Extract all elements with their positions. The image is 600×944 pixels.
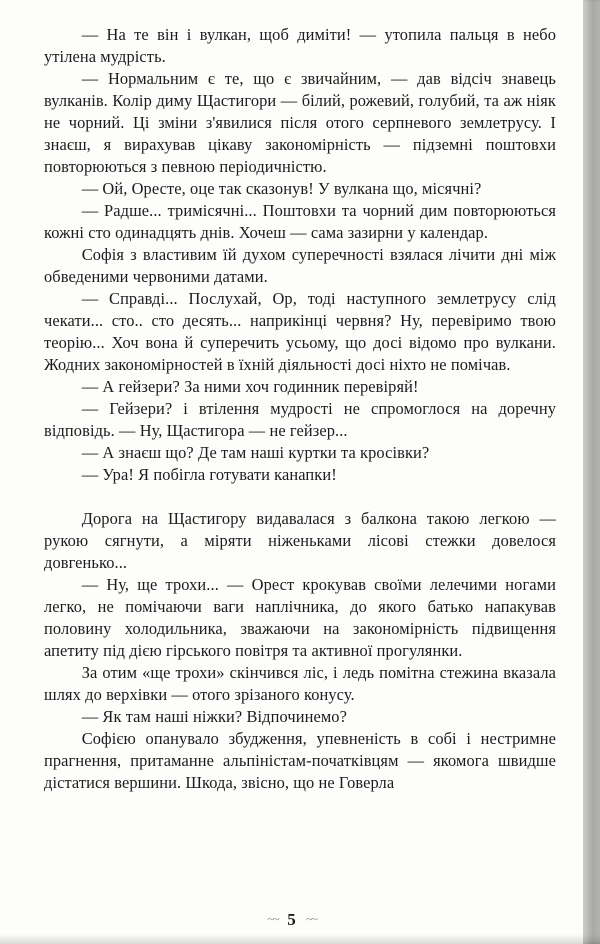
- paragraph: — Ну, ще трохи... — Орест крокував своїми лелечими ногами легко, не помічаючи ваги наплічника, до якого батько напакував половину холодильника, зважаючи на закономірність підвищення апетиту під дією гірського повітря та активної прогулянки.: [44, 575, 556, 660]
- paragraph: — А знаєш що? Де там наші куртки та кросівки?: [81, 443, 430, 462]
- paragraph: Дорога на Щастигору видавалася з балкона такою легкою — рукою сягнути, а міряти ніженьками лісові стежки довелося довгенько...: [44, 509, 556, 572]
- paragraph: — Нормальним є те, що є звичайним, — дав відсіч знавець вулканів. Колір диму Щастигори — білий, рожевий, голубий, та аж ніяк не чорний. Ці зміни з'явилися після отого серпневого землетрусу. І знаєш, я вирахував цікаву закономірність — підземні поштовхи повторюються з певною періодичністю.: [44, 69, 556, 176]
- paragraph: Софія з властивим їй духом суперечності взялася лічити дні між обведеними червоними датами.: [44, 245, 556, 286]
- paragraph: — Ой, Оресте, оце так сказонув! У вулкана що, місячні?: [81, 179, 482, 198]
- paragraph: — Справді... Послухай, Ор, тоді наступного землетрусу слід чекати... сто.. сто десять... наприкінці червня? Ну, перевіримо твою теорію... Хоч вона й суперечить усьому, що досі відомо про вулкани. Жодних закономірностей в їхній діяльності досі ніхто не помічав.: [44, 289, 556, 374]
- page-number: 5: [287, 910, 296, 929]
- page-footer: [0, 910, 583, 930]
- paragraph: — Як там наші ніжки? Відпочинемо?: [81, 707, 347, 726]
- footer-ornament-left: ~~: [267, 911, 278, 926]
- paragraph: — Гейзери? і втілення мудрості не спромоглося на доречну відповідь. — Ну, Щастигора — не гейзер...: [44, 399, 556, 440]
- scan-edge-shadow-bottom: [0, 934, 600, 944]
- scan-edge-shadow-right: [583, 0, 600, 944]
- footer-ornament-right: ~~: [305, 911, 316, 926]
- page-text-block: [44, 24, 556, 794]
- paragraph: За отим «ще трохи» скінчився ліс, і ледь помітна стежина вказала шлях до верхівки — отого зрізаного конусу.: [44, 663, 556, 704]
- paragraph: — Ура! Я побігла готувати канапки!: [81, 465, 337, 484]
- paragraph: — Радше... тримісячні... Поштовхи та чорний дим повторюються кожні сто одинадцять днів. Хочеш — сама зазирни у календар.: [44, 201, 556, 242]
- paragraph: — А гейзери? За ними хоч годинник перевіряй!: [81, 377, 419, 396]
- paragraph: — На те він і вулкан, щоб диміти! — утопила пальця в небо утілена мудрість.: [44, 25, 556, 66]
- paragraph: Софією опанувало збудження, упевненість в собі і нестримне прагнення, притаманне альпіністам-початківцям — якомога швидше дістатися вершини. Шкода, звісно, що не Говерла: [44, 729, 556, 792]
